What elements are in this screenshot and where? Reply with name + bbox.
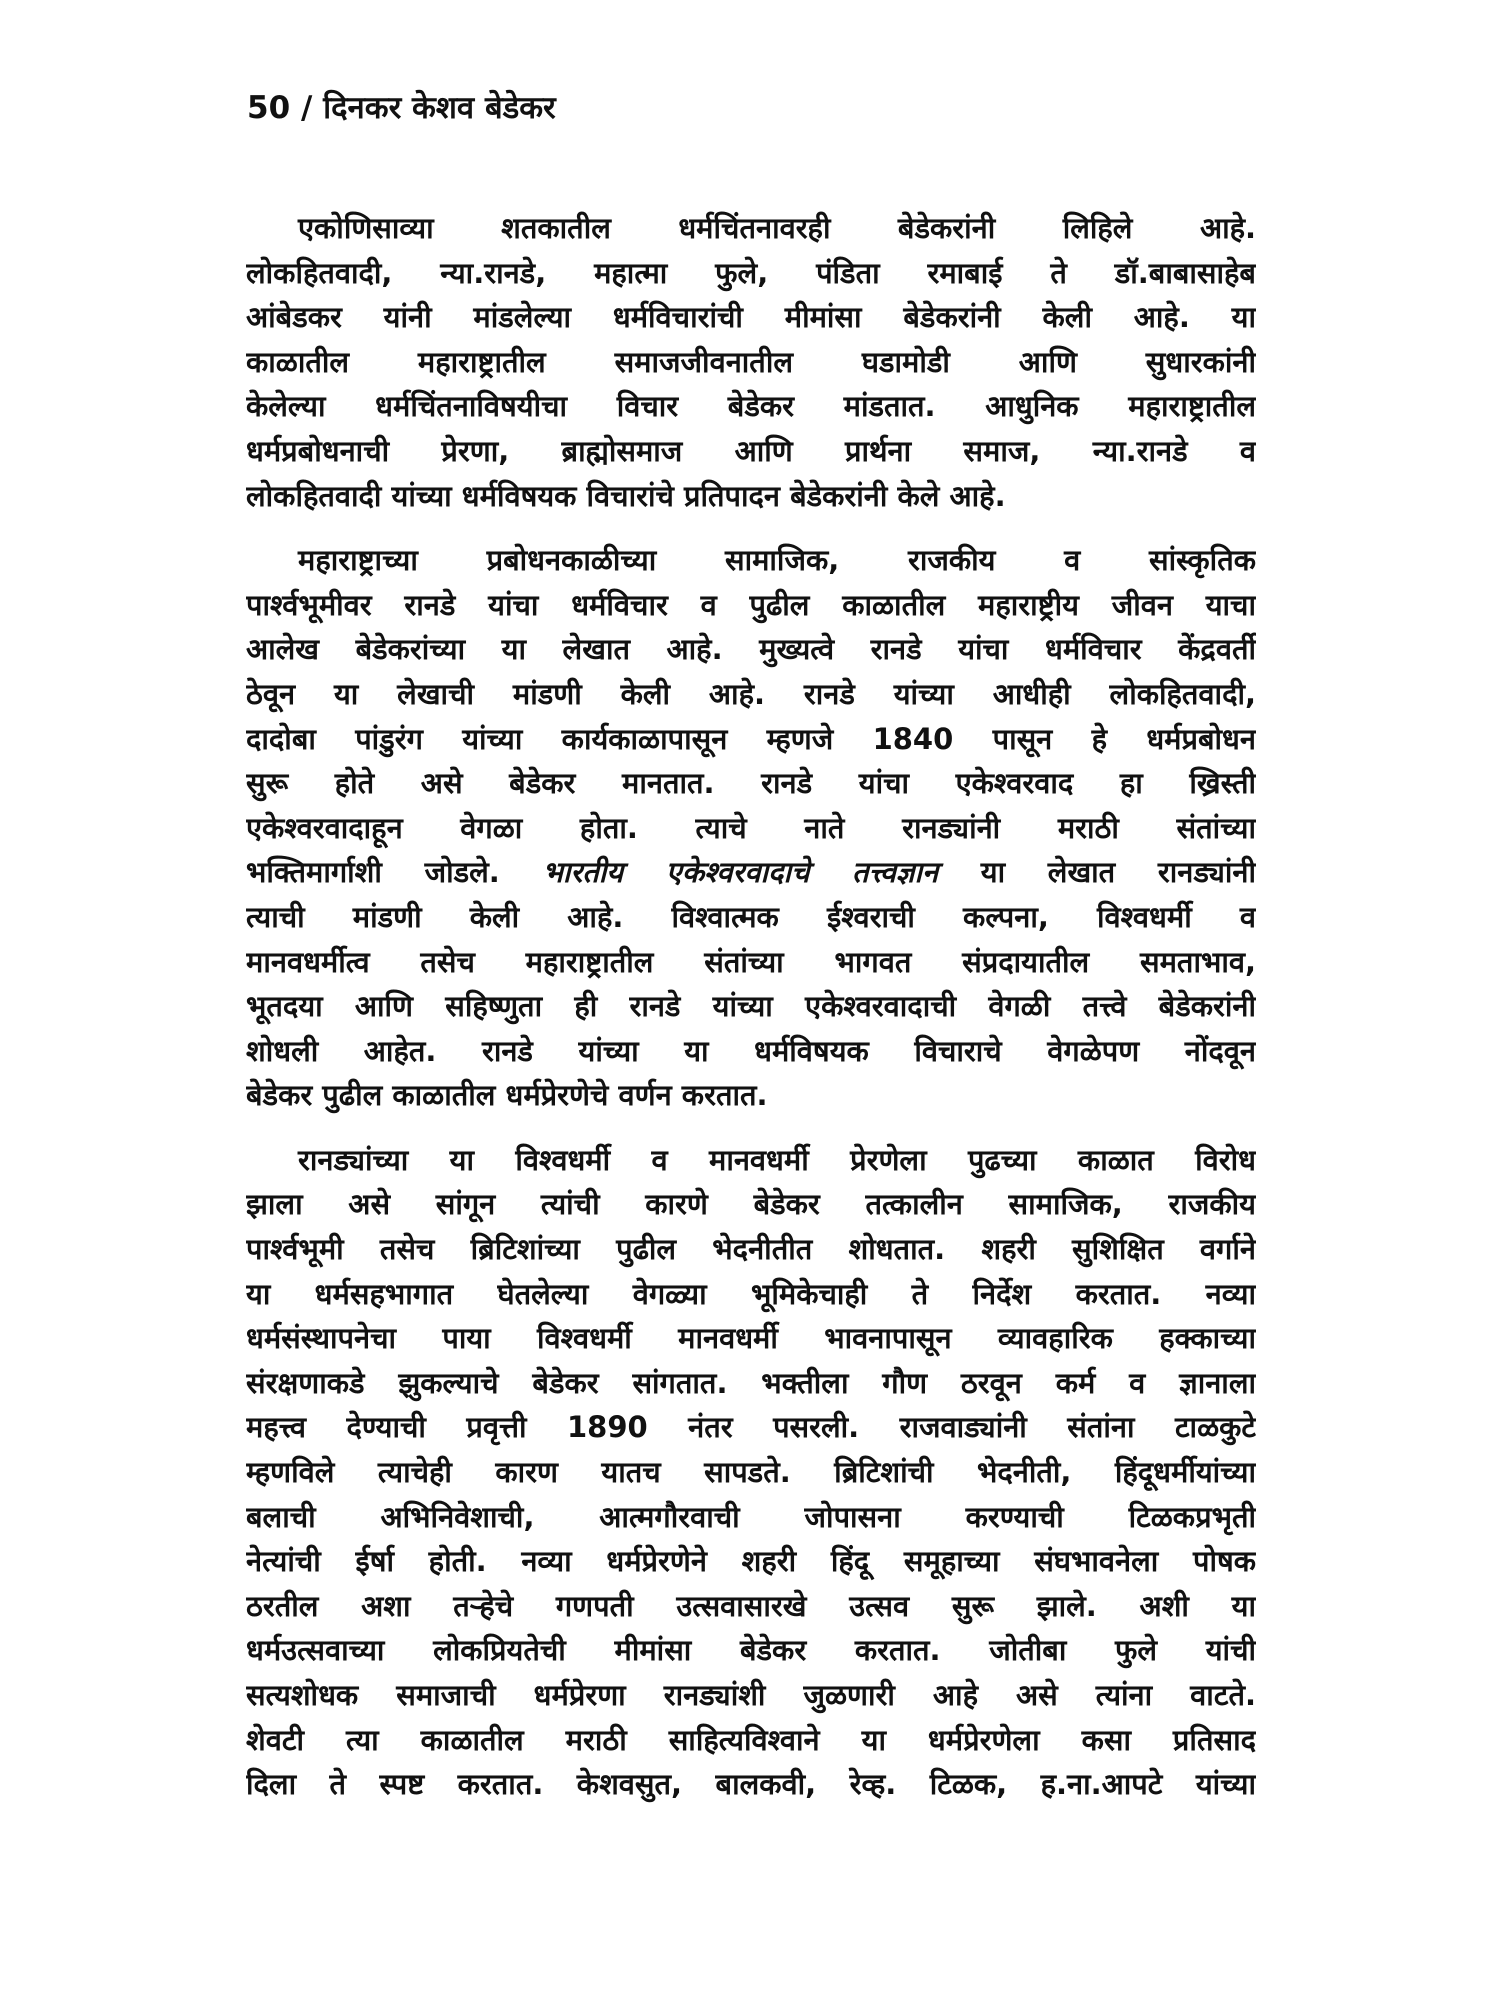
text-line: या धर्मसहभागात घेतलेल्या वेगळ्या भूमिकेचाही ते निर्देश करतात. नव्या: [246, 1276, 1256, 1311]
text-line: आलेख बेडेकरांच्या या लेखात आहे. मुख्यत्वे रानडे यांचा धर्मविचार केंद्रवर्ती: [246, 632, 1256, 667]
text-line: शोधली आहेत. रानडे यांच्या या धर्मविषयक विचाराचे वेगळेपण नोंदवून: [246, 1033, 1256, 1068]
paragraph-2: [246, 538, 1256, 1118]
line-text-after-title: या लेखात रानड्यांनी: [938, 855, 1256, 890]
text-line: सत्यशोधक समाजाची धर्मप्रेरणा रानड्यांशी जुळणारी आहे असे त्यांना वाटते.: [246, 1678, 1256, 1712]
text-line: धर्मप्रबोधनाची प्रेरणा, ब्राह्मोसमाज आणि प्रार्थना समाज, न्या.रानडे व: [246, 433, 1256, 468]
text-line-with-italic-title: [246, 850, 1256, 895]
text-line: नेत्यांची ईर्षा होती. नव्या धर्मप्रेरणेने शहरी हिंदू समूहाच्या संघभावनेला पोषक: [246, 1544, 1256, 1579]
running-header: [247, 88, 1247, 128]
text-line: धर्मउत्सवाच्या लोकप्रियतेची मीमांसा बेडेकर करतात. जोतीबा फुले यांची: [246, 1633, 1256, 1668]
text-line: शेवटी त्या काळातील मराठी साहित्यविश्वाने या धर्मप्रेरणेला कसा प्रतिसाद: [246, 1722, 1256, 1757]
text-line: धर्मसंस्थापनेचा पाया विश्वधर्मी मानवधर्मी भावनापासून व्यावहारिक हक्काच्या: [246, 1321, 1256, 1356]
text-line: बेडेकर पुढील काळातील धर्मप्रेरणेचे वर्णन करतात.: [246, 1078, 768, 1113]
text-line: पार्श्वभूमीवर रानडे यांचा धर्मविचार व पुढील काळातील महाराष्ट्रीय जीवन याचा: [246, 587, 1256, 622]
text-line: लोकहितवादी यांच्या धर्मविषयक विचारांचे प्रतिपादन बेडेकरांनी केले आहे.: [246, 478, 1006, 513]
text-line: दादोबा पांडुरंग यांच्या कार्यकाळापासून म्हणजे 1840 पासून हे धर्मप्रबोधन: [246, 721, 1256, 756]
text-line: केलेल्या धर्मचिंतनाविषयीचा विचार बेडेकर मांडतात. आधुनिक महाराष्ट्रातील: [246, 389, 1256, 424]
header-separator: /: [300, 90, 313, 126]
text-line: एकोणिसाव्या शतकातील धर्मचिंतनावरही बेडेकरांनी लिहिले आहे.: [298, 211, 1256, 245]
italic-article-title: भारतीय एकेश्वरवादाचे तत्त्वज्ञान: [542, 855, 939, 890]
text-line: ठरतील अशा तऱ्हेचे गणपती उत्सवासारखे उत्सव सुरू झाले. अशी या: [246, 1588, 1256, 1623]
text-line: भूतदया आणि सहिष्णुता ही रानडे यांच्या एकेश्वरवादाची वेगळी तत्त्वे बेडेकरांनी: [246, 989, 1256, 1024]
text-line: बलाची अभिनिवेशाची, आत्मगौरवाची जोपासना करण्याची टिळकप्रभृती: [246, 1499, 1256, 1534]
text-line: झाला असे सांगून त्यांची कारणे बेडेकर तत्कालीन सामाजिक, राजकीय: [246, 1187, 1256, 1222]
text-line: ठेवून या लेखाची मांडणी केली आहे. रानडे यांच्या आधीही लोकहितवादी,: [246, 676, 1256, 711]
text-line: दिला ते स्पष्ट करतात. केशवसुत, बालकवी, रेव्ह. टिळक, ह.ना.आपटे यांच्या: [246, 1767, 1256, 1802]
text-line: महत्त्व देण्याची प्रवृत्ती 1890 नंतर पसरली. राजवाड्यांनी संतांना टाळकुटे: [246, 1410, 1256, 1445]
text-line: एकेश्वरवादाहून वेगळा होता. त्याचे नाते रानड्यांनी मराठी संतांच्या: [246, 810, 1256, 845]
paragraph-3: [246, 1138, 1256, 1807]
text-line: म्हणविले त्याचेही कारण यातच सापडते. ब्रिटिशांची भेदनीती, हिंदूधर्मीयांच्या: [246, 1455, 1256, 1490]
text-line: मानवधर्मीत्व तसेच महाराष्ट्रातील संतांच्या भागवत संप्रदायातील समताभाव,: [246, 944, 1256, 979]
text-line: संरक्षणाकडे झुकल्याचे बेडेकर सांगतात. भक्तीला गौण ठरवून कर्म व ज्ञानाला: [246, 1365, 1256, 1400]
line-text-before-title: भक्तिमार्गाशी जोडले.: [246, 855, 543, 890]
text-line: आंबेडकर यांनी मांडलेल्या धर्मविचारांची मीमांसा बेडेकरांनी केली आहे. या: [246, 300, 1256, 335]
text-line: त्याची मांडणी केली आहे. विश्वात्मक ईश्वराची कल्पना, विश्वधर्मी व: [246, 899, 1256, 934]
body-text: [246, 206, 1256, 1827]
text-line: काळातील महाराष्ट्रातील समाजजीवनातील घडामोडी आणि सुधारकांनी: [246, 344, 1256, 379]
running-title: दिनकर केशव बेडेकर: [323, 90, 556, 126]
paragraph-1: [246, 206, 1256, 518]
text-line: लोकहितवादी, न्या.रानडे, महात्मा फुले, पंडिता रमाबाई ते डॉ.बाबासाहेब: [246, 255, 1256, 290]
page-number: 50: [247, 90, 291, 126]
text-line: पार्श्वभूमी तसेच ब्रिटिशांच्या पुढील भेदनीतीत शोधतात. शहरी सुशिक्षित वर्गाने: [246, 1232, 1256, 1267]
text-line: सुरू होते असे बेडेकर मानतात. रानडे यांचा एकेश्वरवाद हा ख्रिस्ती: [246, 766, 1256, 801]
text-line: रानड्यांच्या या विश्वधर्मी व मानवधर्मी प्रेरणेला पुढच्या काळात विरोध: [298, 1142, 1256, 1177]
text-line: महाराष्ट्राच्या प्रबोधनकाळीच्या सामाजिक, राजकीय व सांस्कृतिक: [298, 543, 1256, 578]
